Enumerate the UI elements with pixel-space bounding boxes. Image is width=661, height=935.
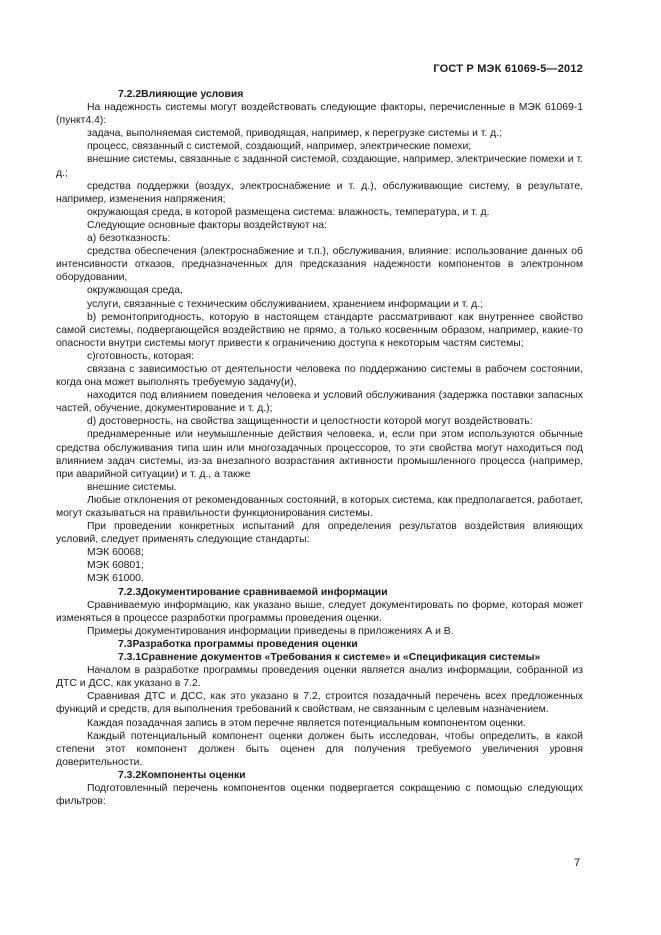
section-heading: [56, 638, 583, 651]
paragraph: связана с зависимостью от деятельности человека по поддержанию системы в рабочем состоянии, когда она может выполнять требуемую задачу(и),: [56, 363, 583, 389]
paragraph: d) достоверность, на свойства защищенности и целостности которой могут воздействовать:: [87, 416, 533, 428]
document-header: ГОСТ Р МЭК 61069-5—2012: [433, 63, 583, 75]
section-heading: [56, 586, 583, 599]
paragraph: МЭК 61000.: [87, 573, 144, 585]
paragraph: внешние системы.: [87, 481, 177, 493]
paragraph: Подготовленный перечень компонентов оценки подвергается сокращению с помощью следующих фильтров:: [56, 782, 583, 808]
section-title: Документирование сравниваемой информации: [141, 586, 388, 598]
section-title: Компоненты оценки: [141, 769, 246, 781]
paragraph: Любые отклонения от рекомендованных состояний, в которых система, как предполагается, работает, могут сказываться на правильности функционирования системы.: [56, 494, 583, 519]
paragraph: Примеры документирования информации приведены в приложениях А и В.: [87, 625, 454, 637]
section-heading: [56, 651, 583, 664]
paragraph: окружающая среда,: [87, 285, 183, 297]
section-number: 7.3.1: [118, 652, 142, 664]
paragraph: а) безотказность:: [87, 233, 171, 245]
section-title: Разработка программы проведения оценки: [132, 638, 358, 650]
paragraph: МЭК 60068;: [87, 547, 144, 559]
section-number: 7.3: [118, 638, 133, 650]
paragraph: находится под влиянием поведения человека и условий обслуживания (задержка поставки запасных частей, обучение, документирование и т. д.);: [56, 390, 583, 415]
paragraph: средства поддержки (воздух, электроснабжение и т. д.), обслуживающие систему, в результате, например, изменения напряжения;: [56, 180, 583, 205]
section-title: Влияющие условия: [141, 89, 244, 100]
paragraph: Следующие основные факторы воздействуют на:: [87, 219, 327, 231]
section-number: 7.3.2: [118, 769, 142, 781]
paragraph: Сравнивая ДТС и ДСС, как это указано в 7.2, строится позадачный перечень всех предложенных функций и средств, для выполнения требований к свойствам, не связанным с целевым назначением.: [56, 691, 583, 716]
section-title: Сравнение документов «Требования к системе» и «Спецификация системы»: [141, 652, 541, 664]
paragraph: Сравниваемую информацию, как указано выше, следует документировать по форме, которая может изменяться в процессе разработки программы проведения оценки.: [56, 599, 583, 624]
paragraph: При проведении конкретных испытаний для определения результатов воздействия влияющих условий, следует применять следующие стандарты:: [56, 521, 583, 546]
paragraph: b) ремонтопригодность, которую в настоящем стандарте рассматривают как внутреннее свойство самой системы, подвергающейся воздействию не прямо, а только косвенным образом, например, какие-то опасности внутри системы могут привести к ограничению доступа к некоторым частям системы;: [56, 311, 583, 349]
page-number: 7: [574, 857, 581, 869]
paragraph: Началом в разработке программы проведения оценки является анализ информации, собранной из ДТС и ДСС, как указано в 7.2.: [56, 665, 583, 690]
paragraph: средства обеспечения (электроснабжение и т.п.), обслуживания, влияние: использование данных об интенсивности отказов, предназначенных для предсказания надежности компонентов в электронном оборудовании,: [56, 246, 583, 284]
paragraph: преднамеренные или неумышленные действия человека, и, если при этом используются обычные средства обслуживания типа шин или многозадачных процессоров, то эти свойства могут находиться под влиянием задач системы, из-за внезапного возрастания активности промышленного процесса (например, при аварийной ситуации) и т. д., а также: [56, 429, 583, 480]
paragraph: Каждый потенциальный компонент оценки должен быть исследован, чтобы определить, в какой степени этот компонент должен быть оценен для получения требуемого увеличения уровня доверительности.: [56, 730, 583, 768]
document-body: [56, 88, 583, 808]
paragraph: c)готовность, которая:: [87, 350, 195, 362]
paragraph: задача, выполняемая системой, приводящая, например, к перегрузке системы и т. д.;: [87, 128, 502, 140]
paragraph: МЭК 60801;: [87, 560, 144, 572]
paragraph: окружающая среда, в которой размещена система: влажность, температура, и т. д.: [87, 206, 490, 218]
paragraph: внешние системы, связанные с заданной системой, создающие, например, электрические помехи и т. д.;: [56, 154, 583, 179]
paragraph: процесс, связанный с системой, создающий, например, электрические помехи;: [87, 141, 472, 153]
paragraph: На надежность системы могут воздействовать следующие факторы, перечисленные в МЭК 61069-1 (пункт4.4):: [56, 102, 583, 127]
section-heading: [56, 769, 583, 782]
paragraph: Каждая позадачная запись в этом перечне является потенциальным компонентом оценки.: [87, 717, 526, 729]
paragraph: услуги, связанные с техническим обслуживанием, хранением информации и т. д.;: [87, 298, 483, 310]
section-heading: [56, 88, 583, 101]
section-number: 7.2.3: [118, 586, 142, 598]
section-number: 7.2.2: [118, 89, 142, 100]
